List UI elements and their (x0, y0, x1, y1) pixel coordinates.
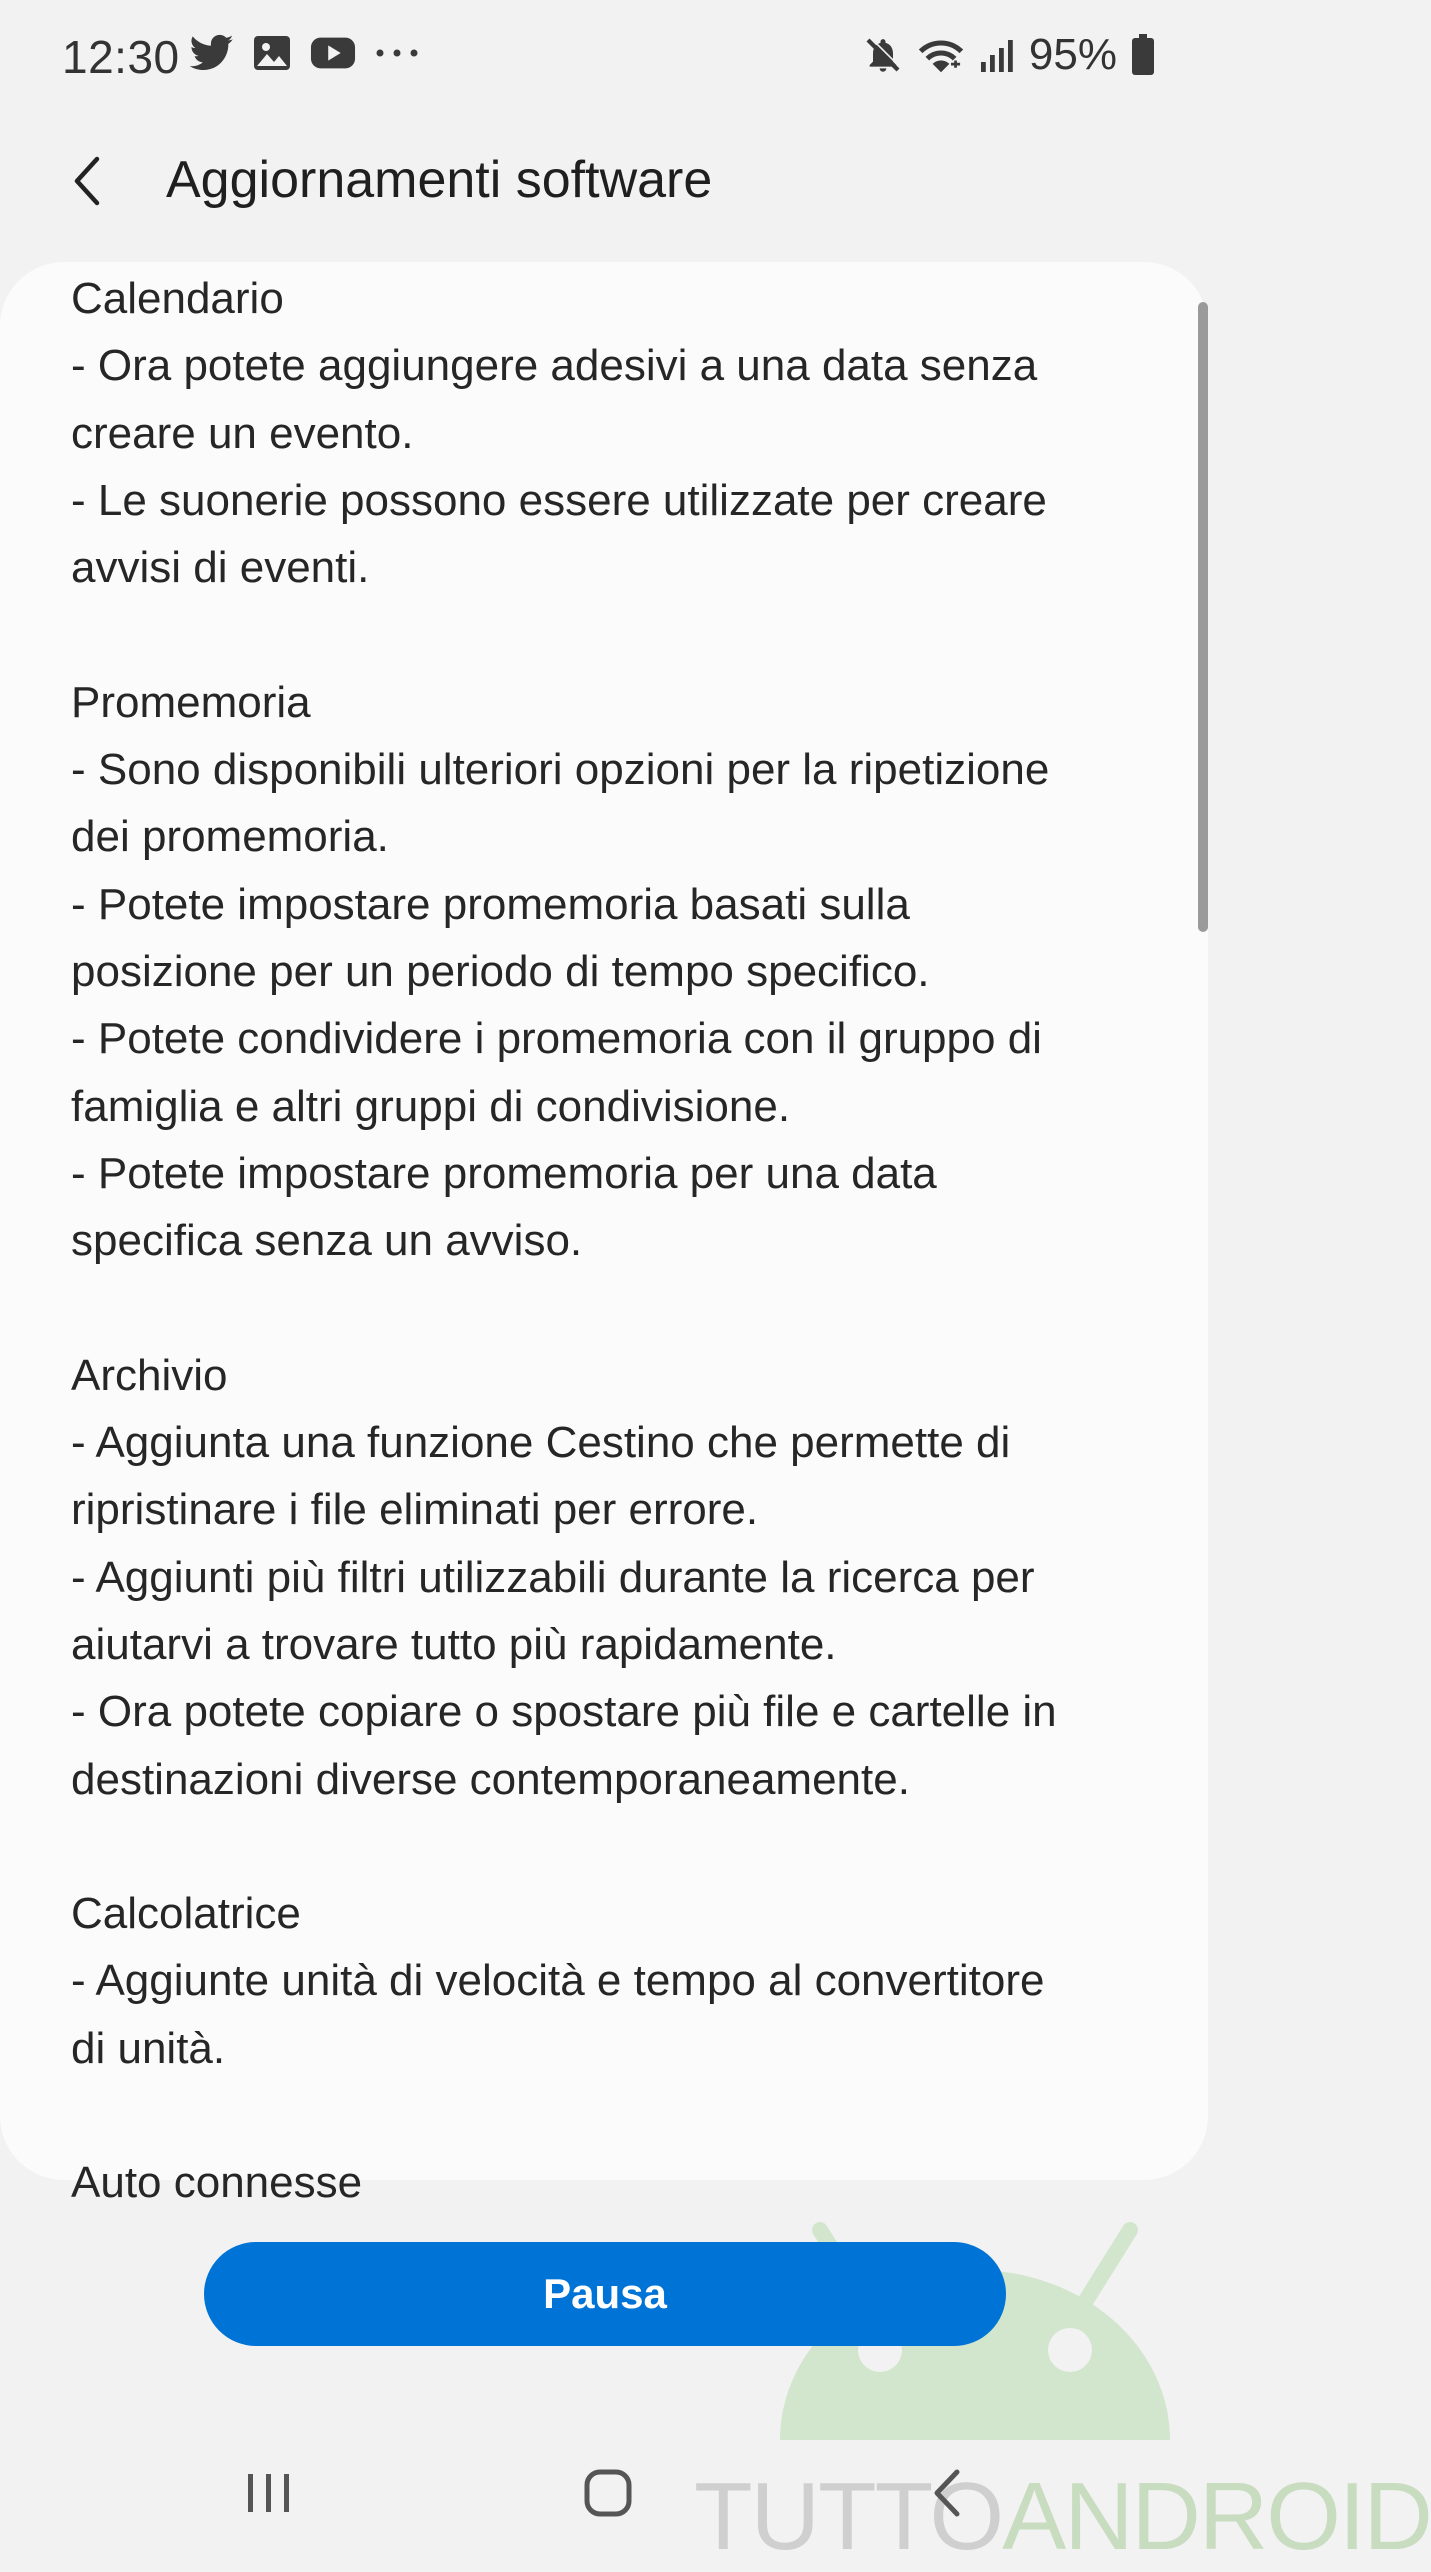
status-time: 12:30 (62, 31, 180, 83)
section-heading: Auto connesse (71, 2158, 363, 2208)
note-item: - Potete impostare promemoria basati sulla (71, 879, 910, 929)
section-heading: destinazioni diverse contemporaneamente. (71, 1754, 910, 1804)
blank-line (71, 2082, 1151, 2149)
watermark-part1: TUTTO (694, 2463, 1003, 2570)
section-heading: avvisi di eventi. (71, 543, 370, 593)
status-bar (0, 0, 1213, 115)
note-item: - Potete impostare promemoria per una data (71, 1148, 937, 1198)
note-item: - Ora potete copiare o spostare più file e cartelle in (71, 1687, 1057, 1737)
home-button[interactable] (553, 2440, 663, 2550)
note-item: - Potete condividere i promemoria con il gruppo di (71, 1014, 1042, 1064)
youtube-icon (310, 36, 356, 70)
twitter-icon (190, 34, 234, 72)
app-header (0, 130, 1213, 230)
section-heading: di unità. (71, 2023, 226, 2073)
section-heading: specifica senza un avviso. (71, 1216, 583, 1266)
recents-button[interactable] (214, 2440, 324, 2550)
more-dots-icon (374, 47, 420, 59)
note-item: - Le suonerie possono essere utilizzate per creare (71, 475, 1047, 525)
pause-button[interactable]: Pausa (204, 2242, 1006, 2346)
section-heading: Archivio (71, 1350, 228, 1400)
signal-icon (979, 36, 1015, 74)
wifi-icon (917, 35, 965, 75)
scrollbar[interactable] (1198, 302, 1208, 932)
recents-icon (244, 2471, 294, 2520)
release-notes-card[interactable] (0, 262, 1208, 2208)
notification-icons (190, 34, 420, 72)
image-icon (252, 34, 292, 72)
section-heading: Promemoria (71, 677, 311, 727)
system-status (863, 30, 1155, 80)
section-heading: aiutarvi a trovare tutto più rapidamente. (71, 1619, 837, 1669)
section-heading: creare un evento. (71, 408, 414, 458)
note-item: - Aggiunta una funzione Cestino che permette di (71, 1418, 1011, 1468)
note-item: - Sono disponibili ulteriori opzioni per la ripetizione (71, 745, 1050, 795)
release-notes-text (71, 265, 1151, 2217)
blank-line (71, 1813, 1151, 1880)
note-item: - Ora potete aggiungere adesivi a una data senza (71, 341, 1038, 391)
battery-percentage: 95% (1028, 30, 1117, 79)
mute-icon (863, 35, 903, 75)
section-heading: dei promemoria. (71, 812, 389, 862)
navigation-bar (0, 2440, 1213, 2560)
watermark-part2: ANDROID (1002, 2463, 1431, 2570)
note-item: - Aggiunte unità di velocità e tempo al convertitore (71, 1956, 1045, 2006)
blank-line (71, 1274, 1151, 1341)
section-heading: Calcolatrice (71, 1889, 301, 1939)
section-heading: posizione per un periodo di tempo specifico. (71, 946, 930, 996)
home-icon (583, 2468, 633, 2523)
section-heading: Calendario (71, 274, 284, 323)
back-icon (929, 2468, 963, 2523)
blank-line (71, 601, 1151, 668)
section-heading: famiglia e altri gruppi di condivisione. (71, 1081, 791, 1131)
section-heading: ripristinare i file eliminati per errore. (71, 1485, 759, 1535)
chevron-left-icon (72, 156, 102, 211)
battery-icon (1131, 34, 1155, 76)
nav-back-button[interactable] (891, 2440, 1001, 2550)
note-item: - Aggiunti più filtri utilizzabili durante la ricerca per (71, 1552, 1035, 1602)
page-title: Aggiornamenti software (166, 151, 713, 209)
back-button[interactable] (52, 148, 122, 218)
